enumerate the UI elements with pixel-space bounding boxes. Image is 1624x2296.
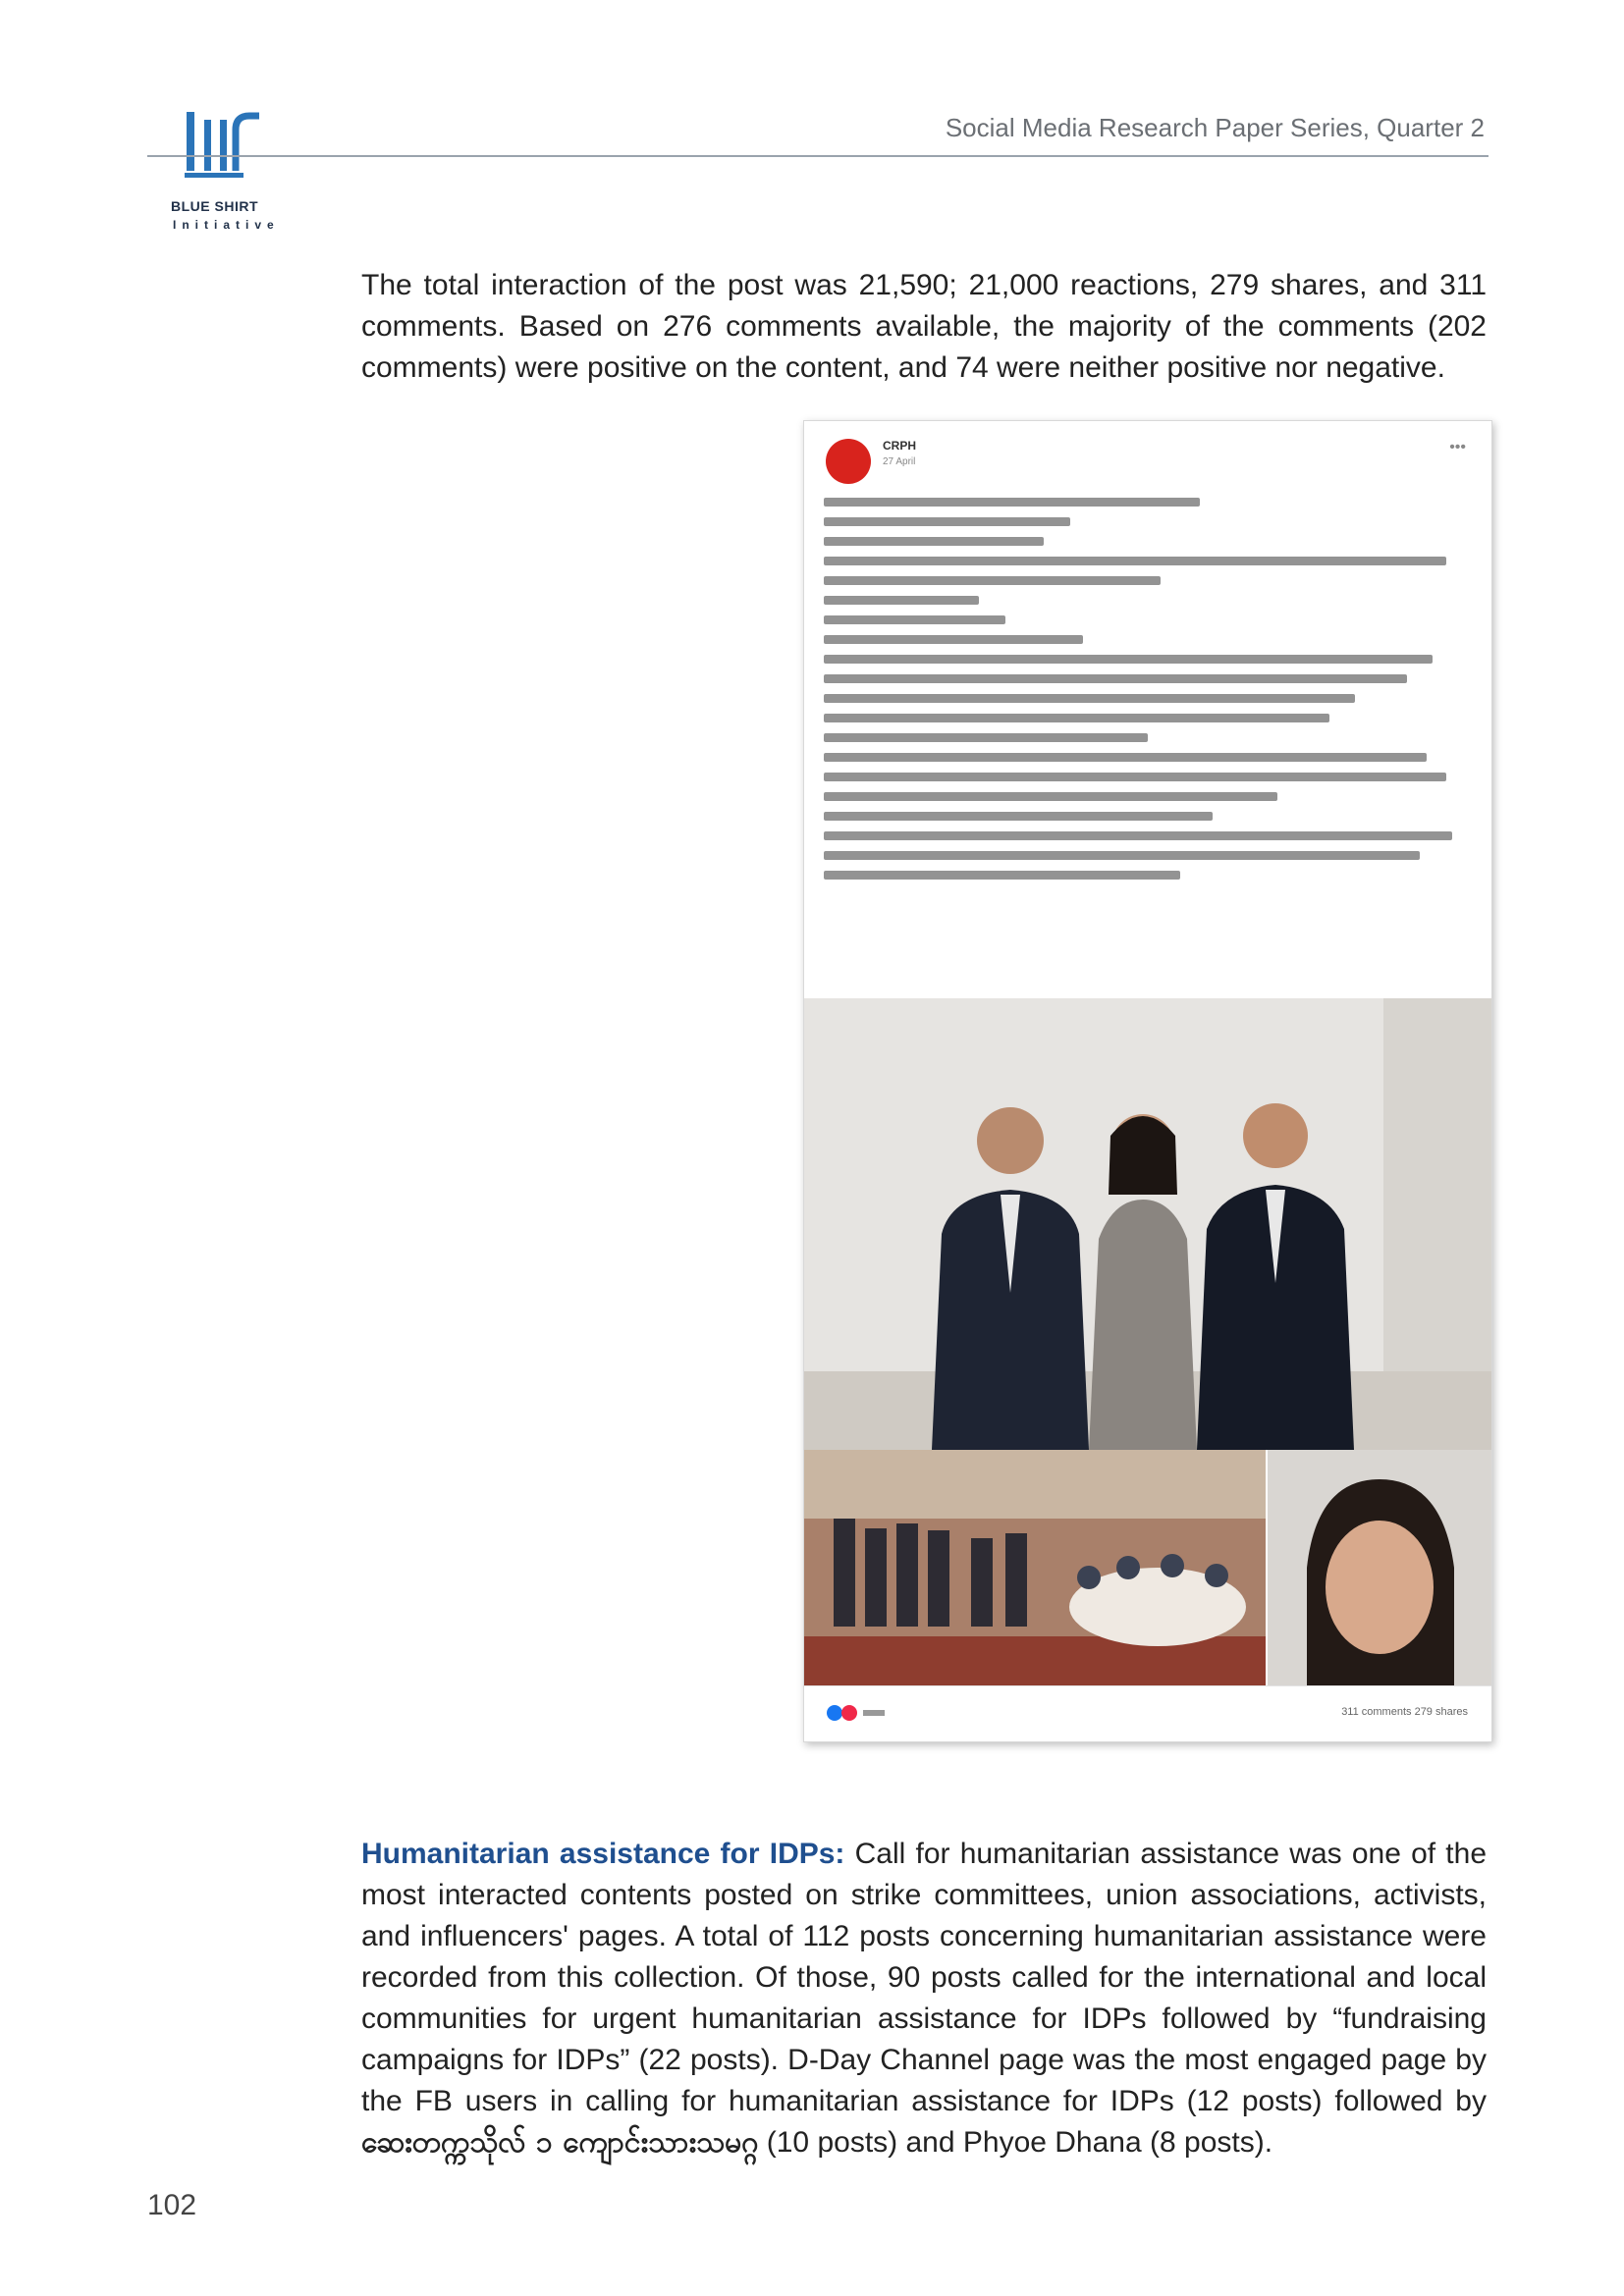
group-photo [804,998,1491,1450]
post-footer [804,1685,1491,1742]
page-number: 102 [147,2189,197,2221]
portrait-photo [1268,1450,1491,1685]
logo-columns-icon [185,110,263,181]
post-text-block [824,498,1472,890]
post-stats: 311 comments 279 shares [1341,1706,1468,1718]
reactions-icon [826,1704,889,1722]
paragraph-interactions: The total interaction of the post was 21,590; 21,000 reactions, 279 shares, and 311 comments. Based on 276 comments available, the majority of the comments (202 comments) were positive on the content, and 74 were neither positive nor negative. [361,269,1487,384]
blue-shirt-logo [147,110,304,233]
post-header [804,421,1491,998]
photo-row [804,1450,1491,1685]
brand-subtitle: Initiative [173,218,280,232]
page-name: CRPH [883,439,917,453]
post-date: 27 April [883,456,916,467]
paragraph-humanitarian [361,1834,1487,2163]
meeting-photo [804,1450,1266,1685]
ellipsis-icon: ••• [1449,439,1466,455]
section-lead: Humanitarian assistance for IDPs: [361,1838,845,1870]
page-avatar [826,439,871,484]
myanmar-page-name: ဆေးတက္ကသိုလ် ၁ ကျောင်းသားသမဂ္ဂ [361,2125,759,2160]
paragraph-body-b: (10 posts) and Phyoe Dhana (8 posts). [758,2126,1273,2159]
brand-name: BLUE SHIRT [171,198,258,214]
facebook-post-figure [803,420,1492,1742]
paragraph-body-a: Call for humanitarian assistance was one of the most interacted contents posted on strike committees, union associations, activists, and influencers' pages. A total of 112 posts concerning humanitarian assistance were recorded from this collection. Of those, 90 posts called for the international and local communities for urgent humanitarian assistance for IDPs followed by “fundraising campaigns for IDPs” (22 posts). D-Day Channel page was the most engaged page by the FB users in calling for humanitarian assistance for IDPs (12 posts) followed by [361,1838,1488,2117]
series-title: Social Media Research Paper Series, Quarter 2 [945,113,1485,142]
header-divider [147,155,1489,157]
